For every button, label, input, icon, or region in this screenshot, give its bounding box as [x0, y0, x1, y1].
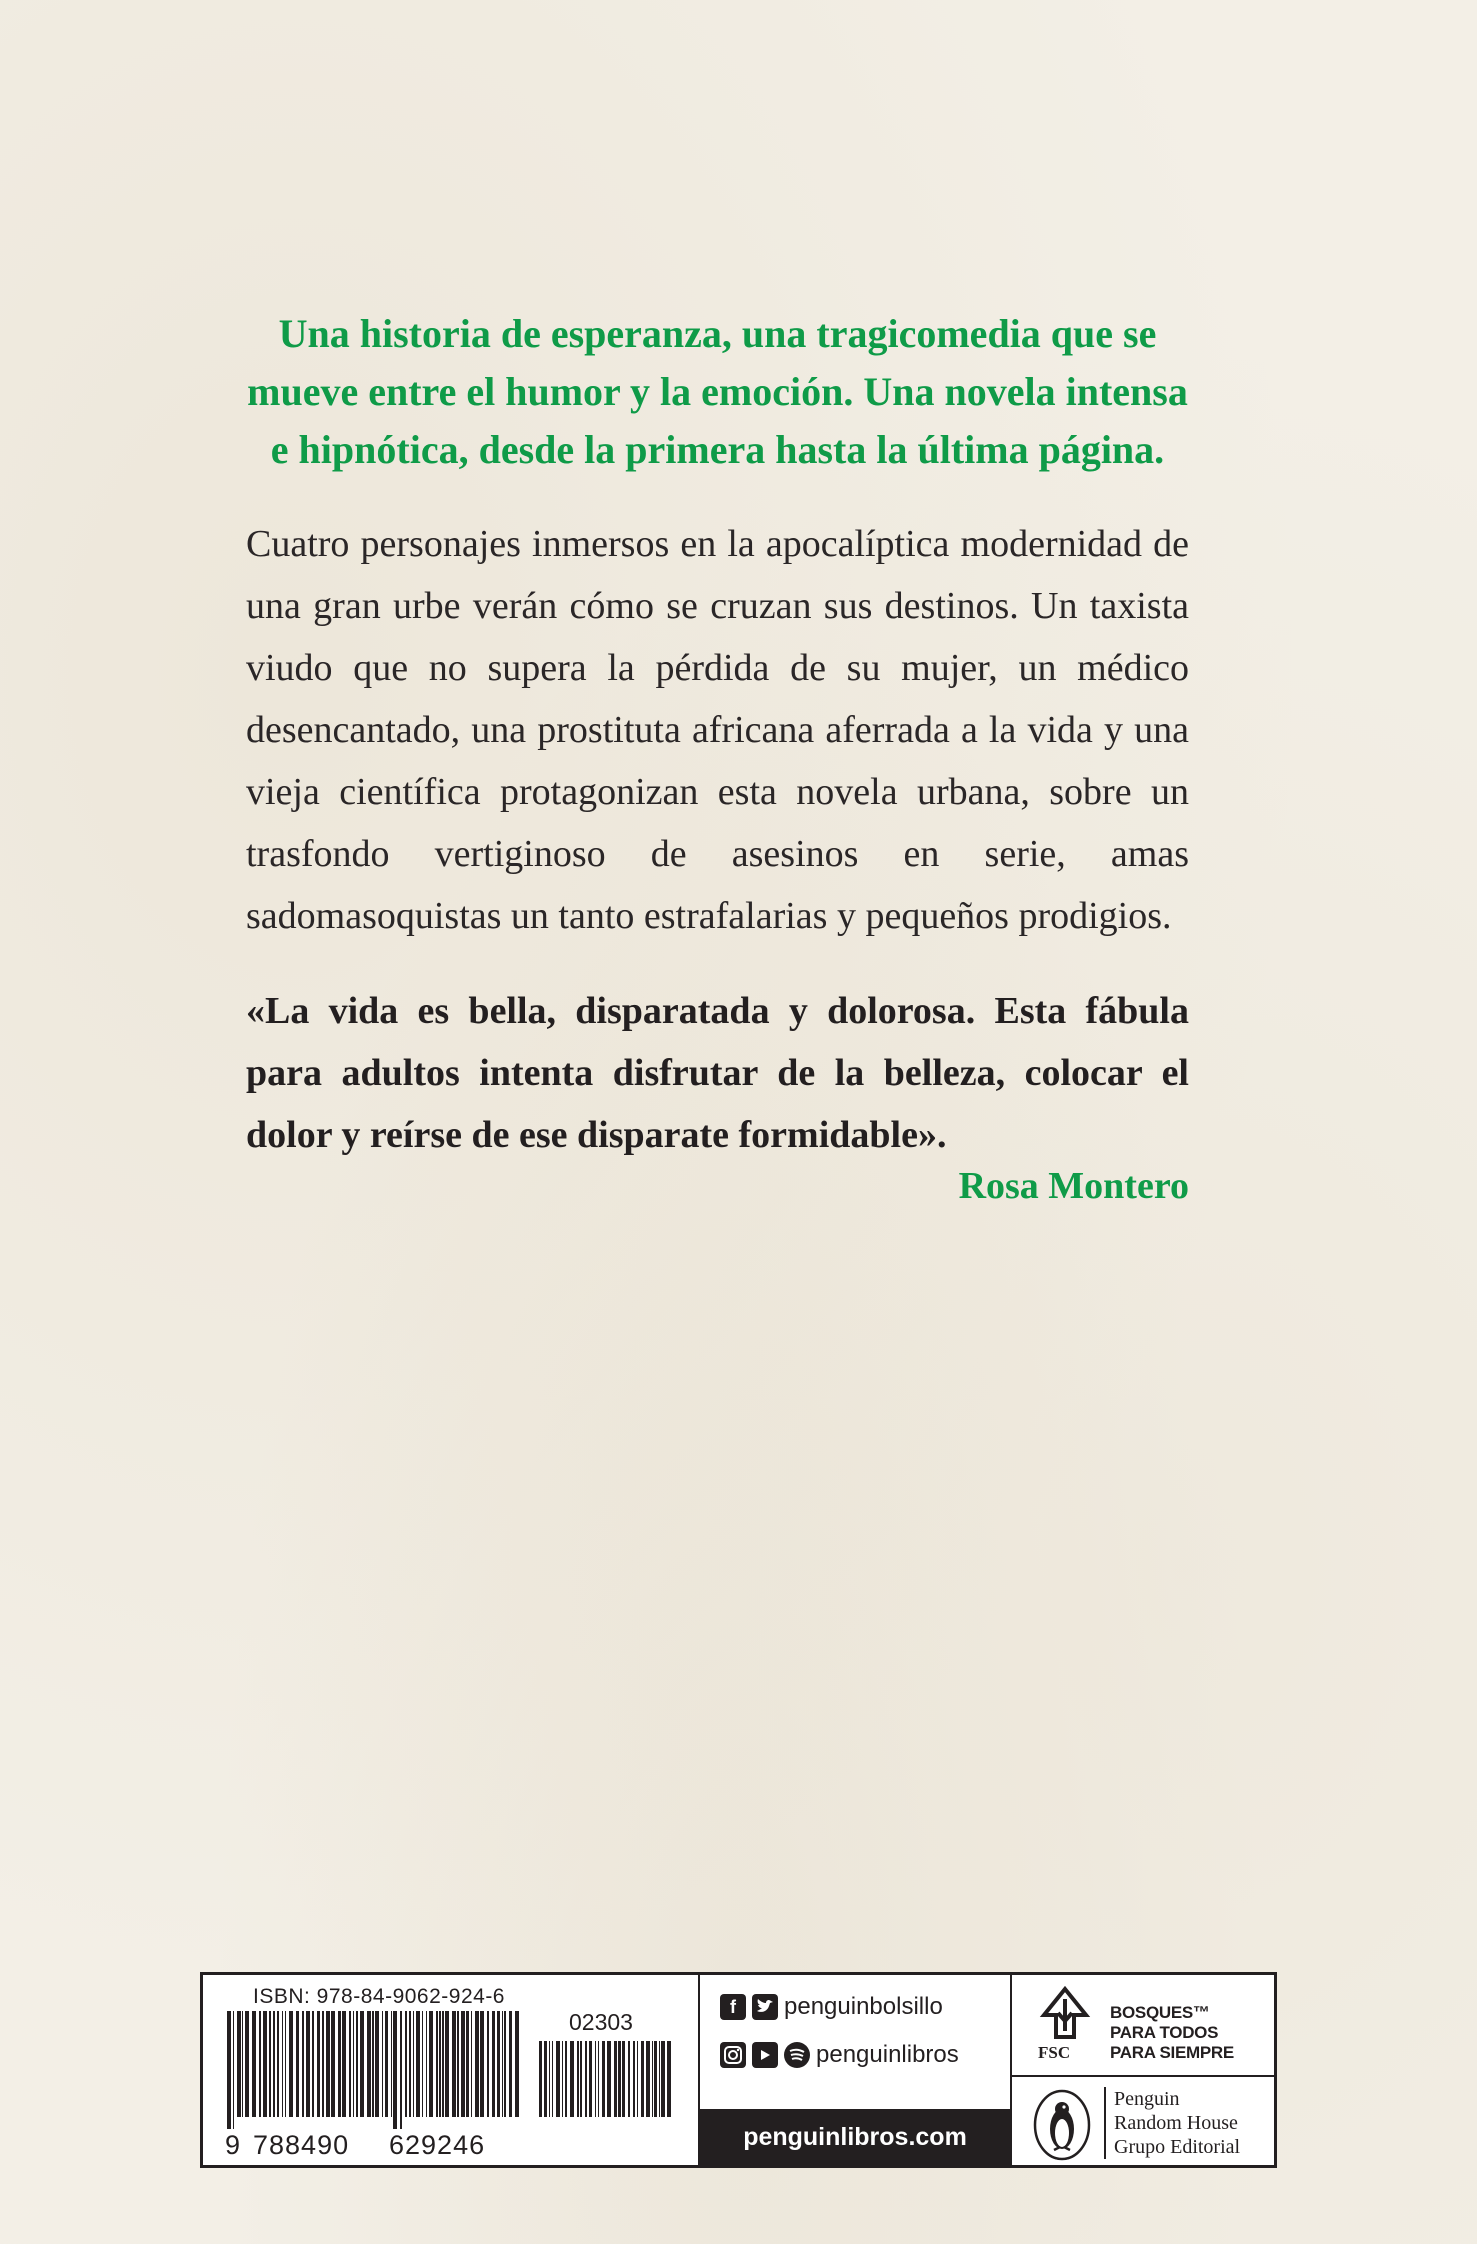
barcode-bar — [382, 2011, 383, 2117]
barcode-bar — [331, 2011, 335, 2117]
social-handle-libros[interactable]: penguinlibros — [816, 2041, 959, 2068]
barcode-bar — [556, 2041, 560, 2117]
barcode-bar — [289, 2011, 293, 2117]
publisher-line-3: Grupo Editorial — [1114, 2136, 1241, 2158]
barcode-bar — [452, 2011, 456, 2117]
barcode-bar — [570, 2041, 574, 2117]
instagram-icon[interactable] — [720, 2042, 746, 2068]
synopsis: Cuatro personajes inmersos en la apocalíptica modernidad de una gran urbe verán cómo se cruzan sus destinos. Un taxista viudo que no supera la pérdida de su mujer, un médico desencantado, una prostituta africana aferrada a la vida y una vieja científica protagonizan esta novela urbana, sobre un trasfondo vertiginoso de asesinos en serie, amas sadomasoquistas un tanto estrafalarias y pequeños prodigios. — [246, 523, 1189, 937]
barcode-bar — [614, 2041, 617, 2117]
barcode-bar — [413, 2011, 414, 2117]
barcode-bar — [349, 2011, 351, 2117]
barcode-bar — [667, 2041, 671, 2117]
barcode-bar — [659, 2041, 660, 2117]
barcode-bar — [598, 2041, 599, 2117]
fsc-slogan — [1110, 2003, 1234, 2063]
barcode-bar — [273, 2011, 275, 2117]
barcode-bar — [391, 2011, 392, 2117]
barcode-bar — [338, 2011, 341, 2117]
barcode-bar — [436, 2011, 438, 2117]
social-row-libros — [720, 2041, 959, 2069]
publisher-name — [1104, 2087, 1240, 2159]
barcode-icon — [225, 2011, 525, 2129]
barcode-bar — [385, 2011, 388, 2117]
barcode-bar — [618, 2041, 621, 2117]
barcode-bar — [409, 2011, 411, 2117]
barcode-bar — [552, 2041, 553, 2117]
fsc-label: FSC — [1038, 2043, 1071, 2062]
facebook-icon[interactable]: f — [720, 1994, 746, 2020]
website-link[interactable]: penguinlibros.com — [700, 2109, 1010, 2165]
barcode-bar — [549, 2041, 550, 2117]
penguin-logo-icon — [1032, 2089, 1092, 2161]
barcode-bar — [646, 2041, 650, 2117]
youtube-icon[interactable] — [752, 2042, 778, 2068]
barcode-bar — [312, 2011, 314, 2117]
barcode-bar — [442, 2011, 444, 2117]
barcode-bar — [602, 2041, 605, 2117]
barcode-bar — [317, 2011, 320, 2117]
barcode-bar — [652, 2041, 653, 2117]
barcode-bar — [422, 2011, 423, 2117]
barcode-bar — [227, 2011, 231, 2129]
barcode-bar — [360, 2011, 364, 2117]
barcode-bar — [277, 2011, 279, 2117]
barcode-bar — [622, 2041, 625, 2117]
fsc-tree-icon — [1036, 1985, 1094, 2043]
barcode-bar — [562, 2041, 563, 2117]
barcode-bar — [375, 2011, 379, 2117]
barcode-bar — [502, 2011, 503, 2117]
barcode-bar — [372, 2011, 374, 2117]
social-panel — [700, 1975, 1012, 2165]
fsc-slogan-line-1: BOSQUES™ — [1110, 2003, 1210, 2022]
barcode-bar — [471, 2011, 472, 2117]
barcode-bar — [509, 2011, 512, 2117]
barcode-bar — [480, 2011, 484, 2117]
social-handle-bolsillo[interactable]: penguinbolsillo — [784, 1993, 943, 2020]
barcode-bar — [439, 2011, 441, 2117]
barcode-bar — [393, 2011, 397, 2129]
barcode-bar — [356, 2011, 358, 2117]
barcode-bar — [259, 2011, 261, 2117]
barcode-bar — [504, 2011, 506, 2117]
barcode-bar — [466, 2011, 469, 2117]
barcode-bar — [263, 2011, 267, 2117]
barcode-bar — [353, 2011, 354, 2117]
fsc-logo-area — [1012, 1975, 1274, 2077]
barcode-bar — [426, 2011, 427, 2117]
barcode-bar — [595, 2041, 596, 2117]
barcode-bar — [497, 2011, 500, 2117]
twitter-icon[interactable] — [752, 1994, 778, 2020]
barcode-bar — [544, 2041, 547, 2117]
barcode-bar — [326, 2011, 330, 2117]
barcode-bar — [539, 2041, 542, 2117]
barcode-bar — [282, 2011, 283, 2117]
barcode-bar — [475, 2011, 479, 2117]
barcode-bar — [492, 2011, 495, 2117]
spotify-icon[interactable] — [784, 2042, 810, 2068]
barcode-bar — [416, 2011, 420, 2117]
barcode-bar — [252, 2011, 256, 2117]
barcode-bar — [633, 2041, 635, 2117]
fsc-slogan-line-3: PARA SIEMPRE — [1110, 2043, 1234, 2062]
barcode-bar — [445, 2011, 449, 2117]
barcode-bar — [565, 2041, 567, 2117]
barcode-bar — [237, 2011, 241, 2117]
barcode-bar — [242, 2011, 243, 2117]
barcode-bar — [628, 2041, 630, 2117]
addon-barcode-icon — [537, 2041, 677, 2129]
barcode-bar — [654, 2041, 657, 2117]
barcode-bar — [585, 2041, 587, 2117]
barcode-bar — [269, 2011, 271, 2117]
barcode-digits-left: 788490 — [253, 2130, 350, 2160]
barcode-bar — [589, 2041, 592, 2117]
barcode-bar — [577, 2041, 579, 2117]
barcode-bar — [245, 2011, 249, 2117]
author-quote: «La vida es bella, disparatada y dolorosa. Esta fábula para adultos intenta disfrutar de la belleza, colocar el dolor y reírse de ese disparate formidable». — [246, 990, 1189, 1156]
barcode-panel — [203, 1975, 700, 2165]
barcode-bar — [302, 2011, 304, 2117]
author-name: Rosa Montero — [958, 1165, 1189, 1207]
barcode-bar — [429, 2011, 433, 2117]
social-row-bolsillo — [720, 1993, 943, 2021]
publisher-logo-area — [1012, 2077, 1274, 2165]
barcode-bar — [457, 2011, 459, 2117]
barcode-bar — [487, 2011, 489, 2117]
barcode-bar — [461, 2011, 465, 2117]
barcode-bar — [342, 2011, 346, 2117]
barcode-bar — [641, 2041, 644, 2117]
barcode-digits-right: 629246 — [389, 2130, 486, 2160]
barcode-addon-number: 02303 — [569, 2009, 633, 2035]
fsc-slogan-line-2: PARA TODOS — [1110, 2023, 1219, 2042]
publisher-line-1: Penguin — [1114, 2088, 1180, 2110]
barcode-bar — [580, 2041, 582, 2117]
barcode-bar — [400, 2011, 402, 2129]
publisher-line-2: Random House — [1114, 2112, 1238, 2134]
barcode-bar — [285, 2011, 286, 2117]
barcode-bar — [322, 2011, 324, 2117]
barcode-bar — [367, 2011, 371, 2117]
isbn-label: ISBN: 978-84-9062-924-6 — [253, 1985, 505, 2008]
barcode-bar — [515, 2011, 519, 2117]
barcode-bar — [296, 2011, 299, 2117]
barcode-bar — [607, 2041, 611, 2117]
barcode-bar — [233, 2011, 234, 2129]
barcode-lead-digit: 9 — [225, 2130, 242, 2160]
barcode-bar — [637, 2041, 638, 2117]
logos-panel — [1012, 1975, 1274, 2165]
barcode-bar — [405, 2011, 407, 2117]
barcode-bar — [661, 2041, 665, 2117]
tagline: Una historia de esperanza, una tragicomedia que se mueve entre el humor y la emoción. Una novela intensa e hipnótica, desde la primera hasta la última página. — [247, 311, 1188, 472]
barcode-bar — [306, 2011, 310, 2117]
footer-box — [200, 1972, 1277, 2168]
